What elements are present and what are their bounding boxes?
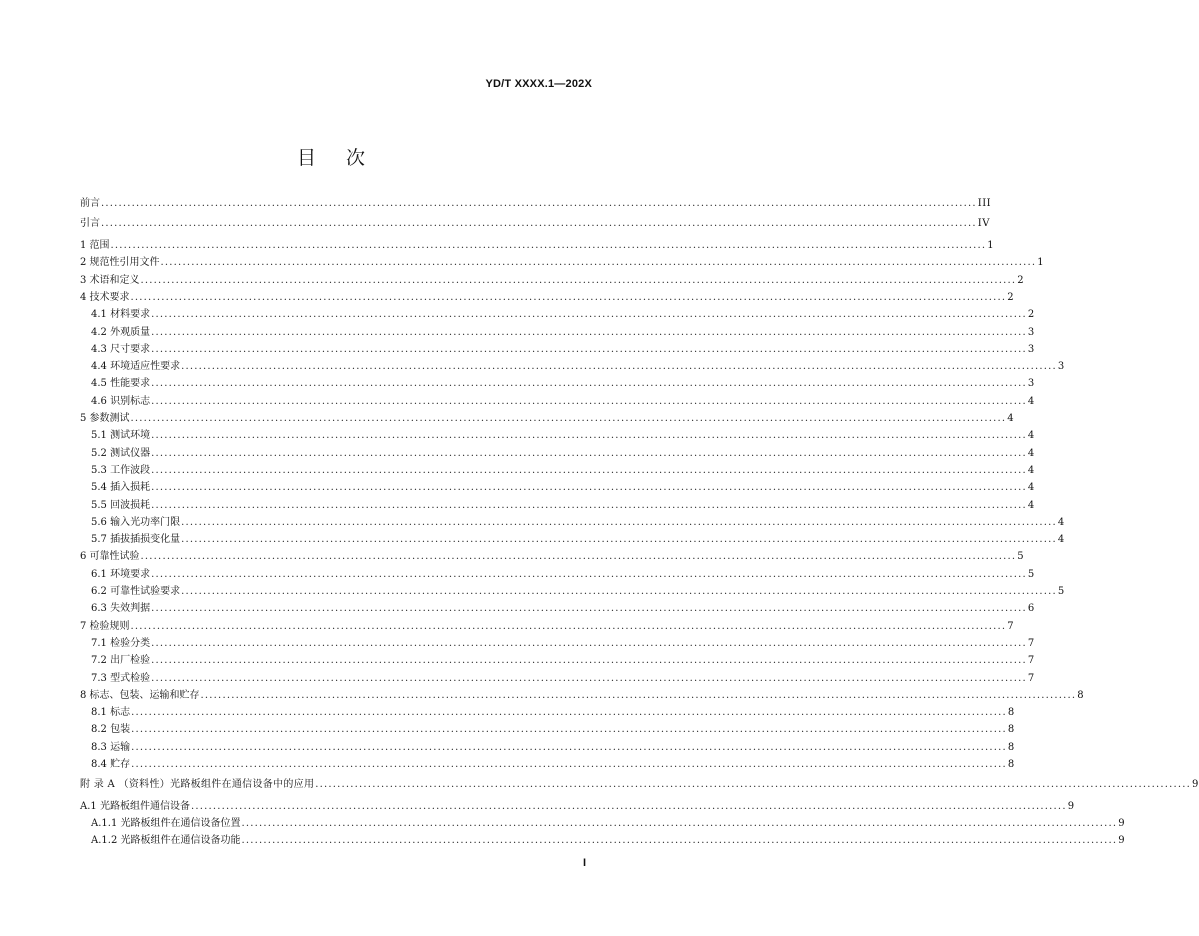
toc-entry[interactable] [80, 377, 1035, 391]
toc-entry-page: 7 [1027, 672, 1035, 684]
toc-entry[interactable] [80, 274, 1025, 288]
toc-entry-page: 5 [1017, 551, 1025, 563]
toc-leader-dots: ........................................................................................................................................................................................................ [151, 378, 1027, 390]
toc-entry-page: 1 [1037, 257, 1045, 269]
toc-entry-label: A.1 光路板组件通信设备 [80, 800, 190, 812]
toc-entry-label: 4.1 材料要求 [91, 309, 151, 321]
toc-entry-page: III [977, 198, 992, 209]
toc-entry[interactable] [80, 689, 1085, 703]
toc-leader-dots: ........................................................................................................................................................................................................ [151, 568, 1027, 580]
toc-entry-page: 9 [1067, 800, 1075, 812]
toc-entry[interactable] [80, 550, 1025, 564]
toc-entry-label: 引言 [80, 218, 100, 229]
toc-entry-label: 4.6 识别标志 [91, 395, 151, 407]
toc-entry-label: 2 规范性引用文件 [80, 257, 160, 269]
toc-leader-dots: ........................................................................................................................................................................................................ [140, 274, 1017, 286]
toc-leader-dots: ........................................................................................................................................................................................................ [130, 413, 1007, 424]
toc-entry[interactable] [80, 499, 1035, 513]
toc-entry[interactable] [80, 723, 1015, 737]
toc-leader-dots: ........................................................................................................................................................................................................ [140, 551, 1017, 563]
toc-entry[interactable] [80, 412, 1015, 426]
toc-entry[interactable] [80, 585, 1065, 599]
toc-leader-dots: ........................................................................................................................................................................................................ [151, 603, 1027, 615]
toc-entry-page: 7 [1027, 655, 1035, 667]
toc-entry-page: 4 [1057, 534, 1065, 546]
toc-entry-page: 7 [1027, 637, 1035, 649]
toc-leader-dots: ........................................................................................................................................................................................................ [151, 499, 1027, 511]
toc-entry[interactable] [80, 217, 990, 231]
toc-entry-page: 1 [987, 240, 995, 251]
toc-entry-page: 8 [1007, 741, 1015, 753]
toc-leader-dots: ........................................................................................................................................................................................................ [151, 395, 1027, 407]
toc-entry-label: 1 范围 [80, 240, 110, 251]
toc-entry[interactable] [80, 308, 1035, 322]
toc-entry[interactable] [80, 343, 1035, 357]
toc-entry-label: 5.6 输入光功率门限 [91, 516, 181, 528]
toc-entry-label: 5.7 插拔插损变化量 [91, 534, 181, 546]
toc-leader-dots: ........................................................................................................................................................................................................ [131, 707, 1007, 719]
page-title [0, 143, 662, 170]
toc-entry-label: 6.1 环境要求 [91, 568, 151, 580]
toc-leader-dots: ........................................................................................................................................................................................................ [315, 779, 1192, 791]
toc-leader-dots: ........................................................................................................................................................................................................ [130, 620, 1007, 632]
toc-entry[interactable] [80, 758, 1015, 772]
toc-leader-dots: ........................................................................................................................................................................................................ [131, 724, 1007, 736]
toc-entry-page: 3 [1027, 343, 1035, 355]
toc-entry-page: 4 [1027, 447, 1035, 459]
toc-entry-page: IV [977, 218, 990, 229]
toc-entry-label: 4.4 环境适应性要求 [91, 361, 181, 373]
toc-leader-dots: ........................................................................................................................................................................................................ [110, 240, 987, 251]
toc-leader-dots: ........................................................................................................................................................................................................ [131, 759, 1007, 770]
toc-entry[interactable] [80, 637, 1035, 651]
toc-leader-dots: ........................................................................................................................................................................................................ [181, 586, 1057, 597]
toc-entry-page: 3 [1027, 326, 1035, 338]
toc-entry[interactable] [80, 800, 1075, 814]
toc-entry[interactable] [80, 291, 1015, 305]
toc-entry[interactable] [80, 360, 1065, 374]
toc-entry-label: 6.2 可靠性试验要求 [91, 586, 181, 597]
toc-leader-dots: ........................................................................................................................................................................................................ [131, 741, 1007, 753]
toc-entry-label: 5.4 插入损耗 [91, 482, 151, 494]
toc-entry-label: 4.3 尺寸要求 [91, 343, 151, 355]
toc-entry-page: 8 [1077, 689, 1085, 701]
toc-leader-dots: ........................................................................................................................................................................................................ [241, 817, 1118, 829]
toc-entry-label: 4.2 外观质量 [91, 326, 151, 338]
toc-entry-page: 2 [1027, 309, 1035, 321]
toc-entry-page: 4 [1027, 482, 1035, 494]
toc-entry[interactable] [80, 429, 1035, 443]
toc-entry-label: 6 可靠性试验 [80, 551, 140, 563]
toc-entry-label: 8.4 贮存 [91, 759, 131, 770]
toc-entry[interactable] [80, 568, 1035, 582]
toc-entry[interactable] [80, 197, 992, 211]
toc-entry-label: 5.2 测试仪器 [91, 447, 151, 459]
toc-entry-label: 8.1 标志 [91, 707, 131, 719]
toc-entry-label: A.1.1 光路板组件在通信设备位置 [91, 817, 241, 829]
toc-leader-dots: ........................................................................................................................................................................................................ [151, 637, 1027, 649]
toc-entry[interactable] [80, 620, 1015, 634]
toc-entry-label: 4.5 性能要求 [91, 378, 151, 390]
toc-entry[interactable] [80, 447, 1035, 461]
toc-leader-dots: ........................................................................................................................................................................................................ [151, 447, 1027, 459]
toc-entry-page: 7 [1007, 620, 1015, 632]
toc-entry[interactable] [80, 654, 1035, 668]
toc-entry[interactable] [80, 834, 1126, 848]
toc-entry-page: 3 [1057, 361, 1065, 373]
toc-entry[interactable] [80, 778, 1199, 792]
toc-entry[interactable] [80, 672, 1035, 686]
toc-leader-dots: ........................................................................................................................................................................................................ [101, 198, 977, 209]
toc-leader-dots: ........................................................................................................................................................................................................ [181, 516, 1057, 528]
toc-leader-dots: ........................................................................................................................................................................................................ [130, 291, 1007, 303]
toc-leader-dots: ........................................................................................................................................................................................................ [190, 800, 1067, 812]
toc-entry-page: 4 [1027, 395, 1035, 407]
toc-entry-page: 4 [1027, 464, 1035, 476]
toc-entry-label: 8.3 运输 [91, 741, 131, 753]
toc-leader-dots: ........................................................................................................................................................................................................ [151, 655, 1027, 667]
toc-entry-label: 5 参数测试 [80, 413, 130, 424]
document-code: YD/T XXXX.1—202X [485, 78, 592, 90]
toc-leader-dots: ........................................................................................................................................................................................................ [151, 482, 1027, 494]
toc-entry-page: 4 [1057, 516, 1065, 528]
toc-entry[interactable] [80, 741, 1015, 755]
toc-leader-dots: ........................................................................................................................................................................................................ [160, 257, 1037, 269]
toc-entry-label: A.1.2 光路板组件在通信设备功能 [91, 835, 241, 847]
toc-leader-dots: ........................................................................................................................................................................................................ [181, 361, 1057, 373]
toc-entry-label: 前言 [80, 198, 100, 209]
toc-entry[interactable] [80, 239, 995, 253]
toc-entry-page: 5 [1027, 568, 1035, 580]
toc-entry[interactable] [80, 256, 1045, 270]
toc-entry-page: 8 [1007, 724, 1015, 736]
toc-leader-dots: ........................................................................................................................................................................................................ [241, 835, 1118, 847]
toc-entry[interactable] [80, 326, 1035, 340]
toc-leader-dots: ........................................................................................................................................................................................................ [151, 309, 1027, 321]
toc-entry-label: 附 录 A （资料性）光路板组件在通信设备中的应用 [80, 779, 315, 791]
toc-entry-label: 5.1 测试环境 [91, 430, 151, 442]
toc-entry[interactable] [80, 395, 1035, 409]
toc-entry-page: 9 [1118, 817, 1126, 829]
toc-leader-dots: ........................................................................................................................................................................................................ [181, 534, 1057, 546]
toc-leader-dots: ........................................................................................................................................................................................................ [151, 326, 1027, 338]
toc-entry[interactable] [80, 706, 1015, 720]
toc-entry[interactable] [80, 817, 1126, 831]
toc-entry-label: 7.1 检验分类 [91, 637, 151, 649]
toc-leader-dots: ........................................................................................................................................................................................................ [151, 343, 1027, 355]
toc-entry[interactable] [80, 481, 1035, 495]
toc-leader-dots: ........................................................................................................................................................................................................ [151, 430, 1027, 442]
toc-entry[interactable] [80, 464, 1035, 478]
toc-entry[interactable] [80, 516, 1065, 530]
toc-entry-label: 8 标志、包装、运输和贮存 [80, 689, 200, 701]
toc-entry-page: 9 [1118, 835, 1126, 847]
toc-leader-dots: ........................................................................................................................................................................................................ [101, 218, 977, 229]
toc-leader-dots: ........................................................................................................................................................................................................ [151, 464, 1027, 476]
toc-leader-dots: ........................................................................................................................................................................................................ [151, 672, 1027, 684]
toc-entry[interactable] [80, 602, 1035, 616]
page-number: I [582, 857, 586, 869]
toc-entry-label: 3 术语和定义 [80, 274, 140, 286]
toc-entry-page: 4 [1027, 499, 1035, 511]
toc-entry[interactable] [80, 533, 1065, 547]
toc-entry-page: 6 [1027, 603, 1035, 615]
toc-entry-page: 3 [1027, 378, 1035, 390]
toc-entry-page: 8 [1007, 759, 1015, 770]
toc-entry-label: 7 检验规则 [80, 620, 130, 632]
toc-entry-page: 9 [1192, 779, 1199, 791]
toc-entry-label: 8.2 包装 [91, 724, 131, 736]
toc-entry-page: 2 [1007, 291, 1015, 303]
toc-entry-label: 6.3 失效判据 [91, 603, 151, 615]
toc-entry-page: 4 [1007, 413, 1015, 424]
toc-entry-page: 2 [1017, 274, 1025, 286]
toc-leader-dots: ........................................................................................................................................................................................................ [200, 689, 1077, 701]
toc-entry-label: 7.3 型式检验 [91, 672, 151, 684]
toc-entry-label: 4 技术要求 [80, 291, 130, 303]
toc-entry-label: 7.2 出厂检验 [91, 655, 151, 667]
toc-entry-page: 8 [1007, 707, 1015, 719]
toc-entry-label: 5.5 回波损耗 [91, 499, 151, 511]
title-text: 目次 [296, 147, 395, 169]
toc-entry-label: 5.3 工作波段 [91, 464, 151, 476]
toc-entry-page: 5 [1057, 586, 1065, 597]
toc-entry-page: 4 [1027, 430, 1035, 442]
